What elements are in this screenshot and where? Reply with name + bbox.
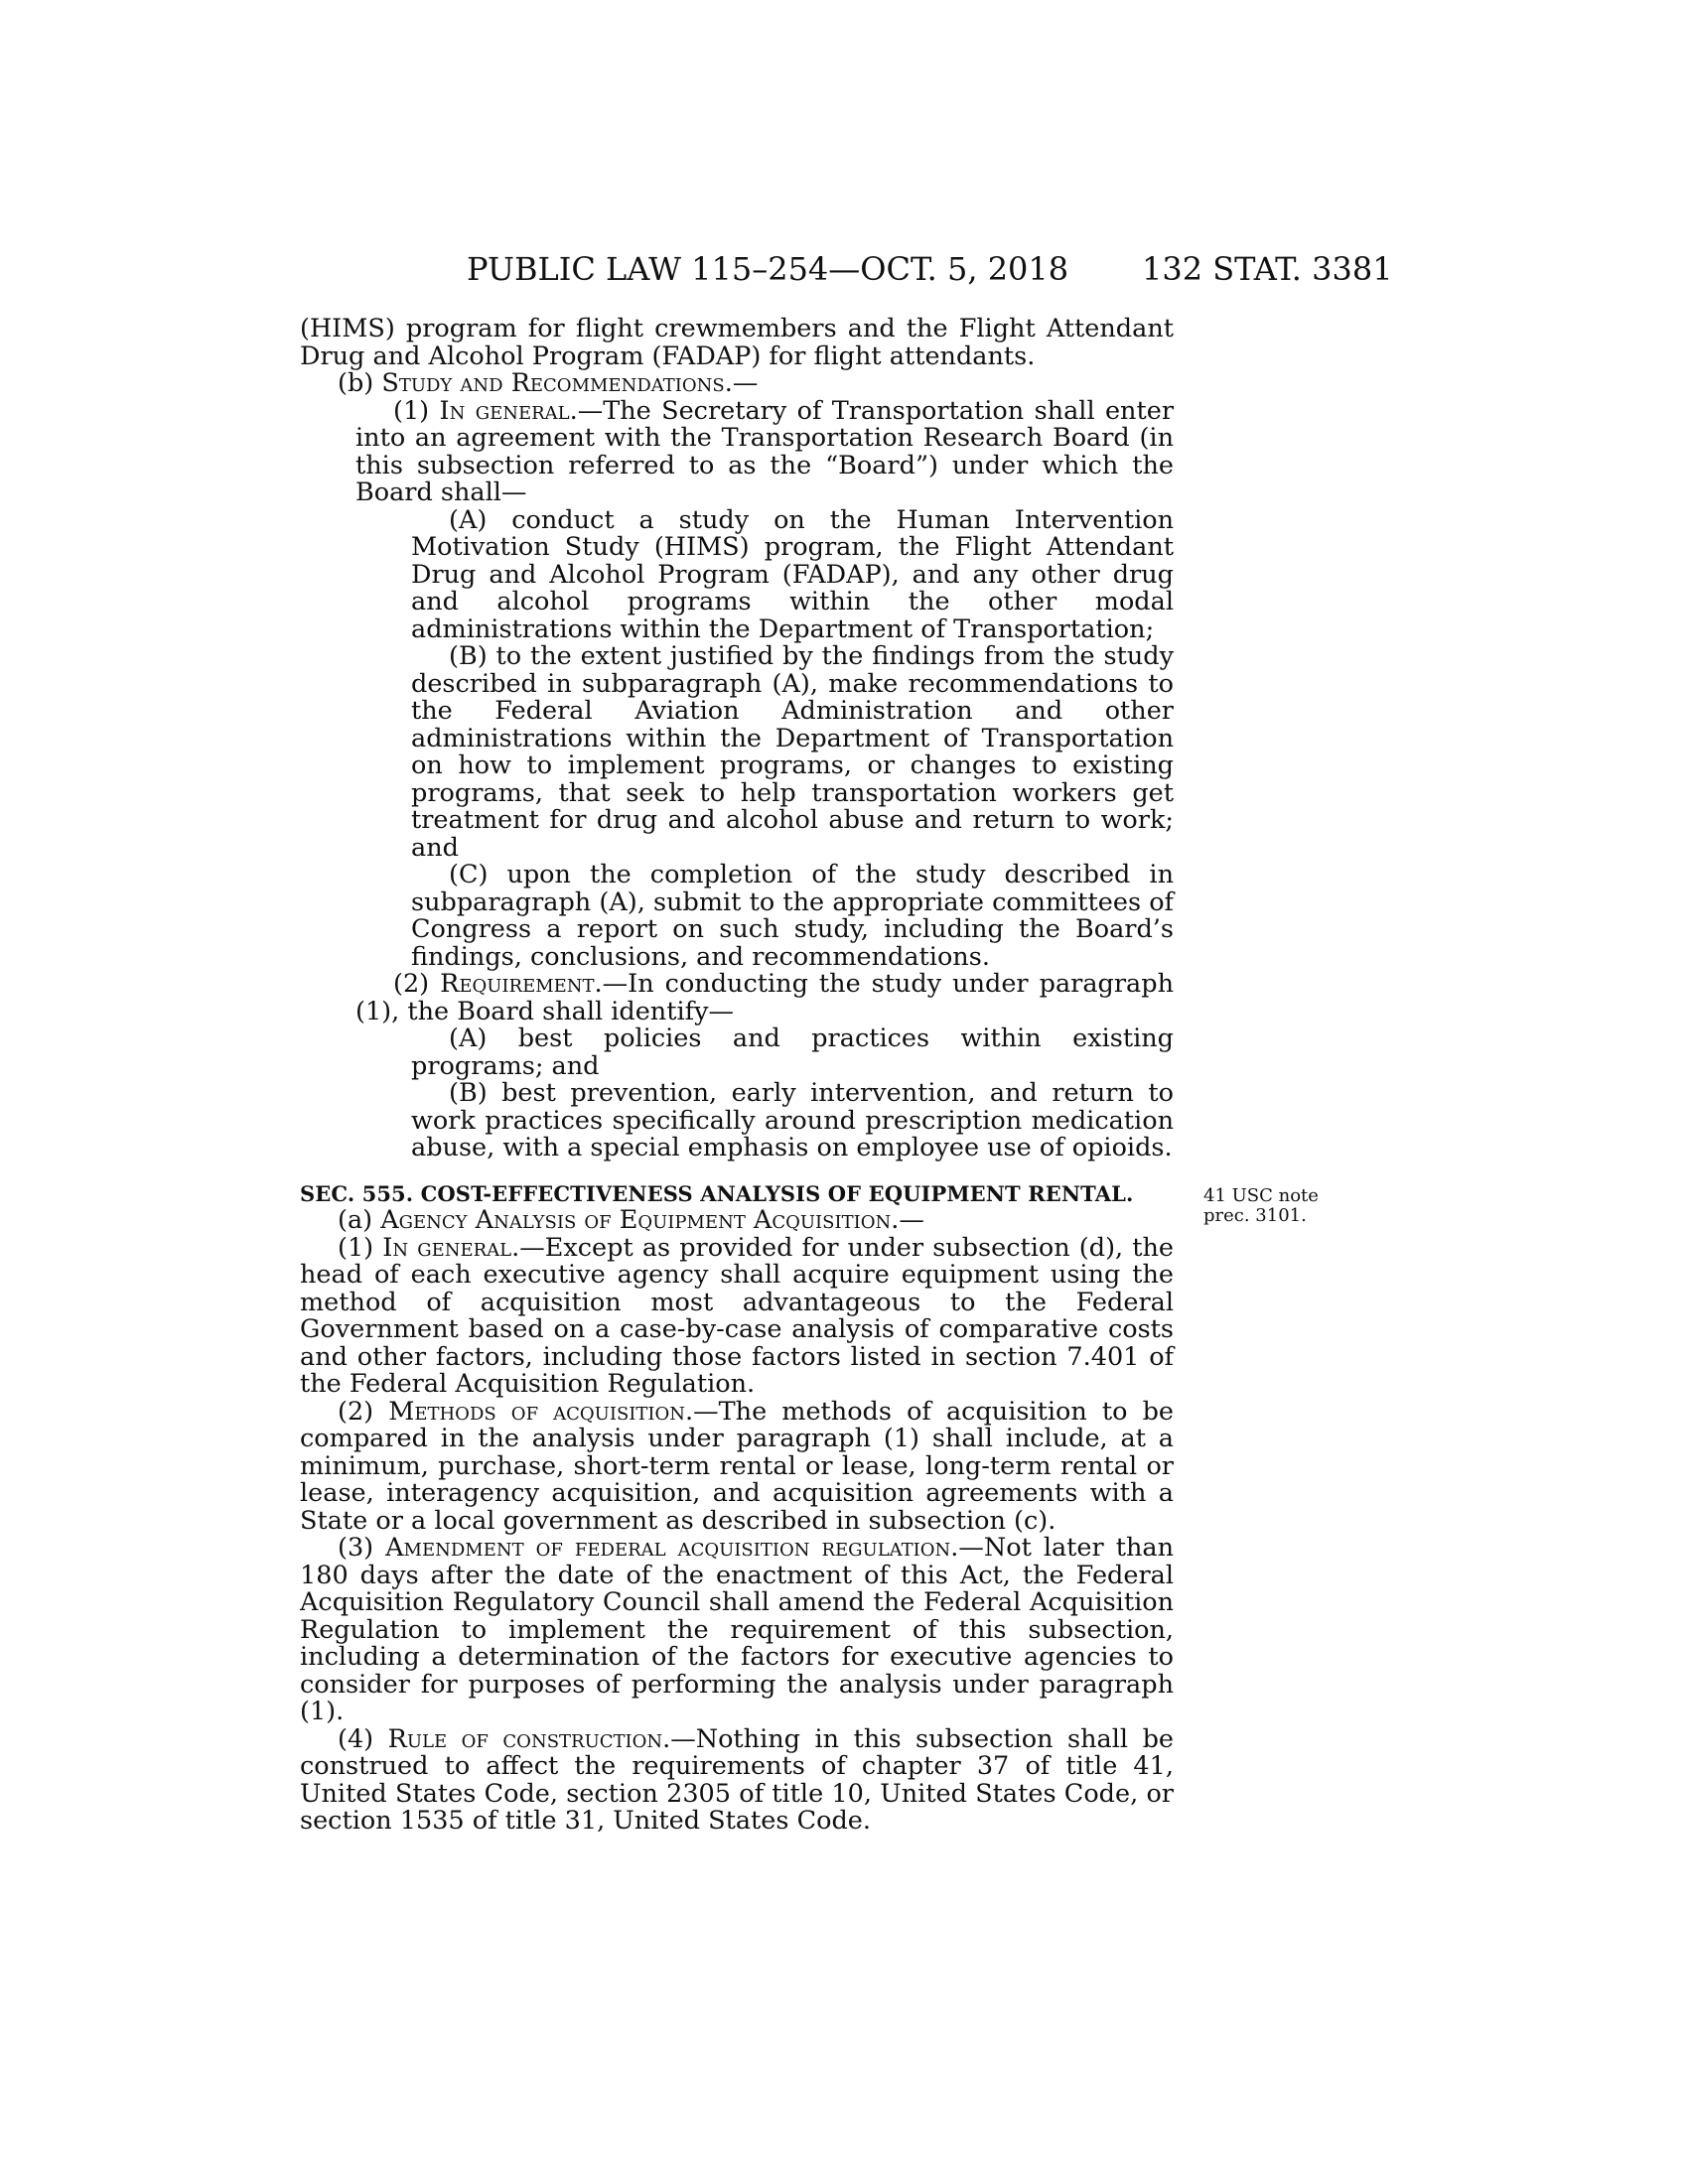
subsection-label: (b) [338, 368, 374, 398]
law-text [300, 316, 1174, 1836]
paragraph-a1: (1) In general.—Except as provided for under subsection (d), the head of each executive agency shall acquire equipment using the method of acquisition most advantageous to the Federal Government based on a case-by-case analysis of comparative costs and other factors, including those factors listed in section 7.401 of the Federal Acquisition Regulation. [300, 1232, 1175, 1399]
paragraph-text: In conducting the study under paragraph (1), the Board shall identify— [355, 969, 1174, 1026]
paragraph-heading: Methods of acquisition [388, 1396, 686, 1427]
paragraph-label: (2) [338, 1396, 374, 1427]
paragraph-heading: Requirement [440, 969, 595, 999]
paragraph-heading: Amendment of federal acquisition regulation [385, 1533, 951, 1563]
paragraph-label: (1) [338, 1232, 374, 1263]
paragraph-b2: (2) Requirement.—In conducting the study under paragraph (1), the Board shall identify— [355, 969, 1174, 1026]
margin-note-line: prec. 3101. [1203, 1205, 1307, 1226]
paragraph-text: Not later than 180 days after the date of the enactment of this Act, the Federal Acquisition Regulatory Council shall amend the Federal Acquisition Regulation to implement the requirement of this subsection, including a determination of the factors for executive agencies to consider for purposes of performing the analysis under paragraph (1). [300, 1533, 1175, 1726]
paragraph-text: The Secretary of Transportation shall enter into an agreement with the Transportation Research Board (in this subsection referred to as the “Board”) under which the Board shall— [355, 395, 1175, 507]
subparagraph-b2A: (A) best policies and practices within existing programs; and [411, 1024, 1174, 1081]
paragraph-text: Except as provided for under subsection (d), the head of each executive agency shall acquire equipment using the method of acquisition most advantageous to the Federal Government based on a case-by-case analysis of comparative costs and other factors, including those factors listed in section 7.401 of the Federal Acquisition Regulation. [300, 1232, 1175, 1399]
paragraph-a3: (3) Amendment of federal acquisition regulation.—Not later than 180 days after the date of the enactment of this Act, the Federal Acquisition Regulatory Council shall amend the Federal Acquisition Regulation to implement the requirement of this subsection, including a determination of the factors for executive agencies to consider for purposes of performing the analysis under paragraph (1). [300, 1533, 1175, 1726]
paragraph-b1: (1) In general.—The Secretary of Transportation shall enter into an agreement with the Transportation Research Board (in this subsection referred to as the “Board”) under which the Board shall— [355, 395, 1175, 507]
subsection-a-heading: (a) Agency Analysis of Equipment Acquisition.— [338, 1205, 924, 1235]
subsection-b-heading: (b) Study and Recommendations.— [338, 368, 759, 398]
paragraph-label: (3) [338, 1533, 374, 1563]
paragraph-text: Nothing in this subsection shall be construed to affect the requirements of chapter 37 of title 41, United States Code, section 2305 of title 10, United States Code, or section 1535 of title 31, United States Code. [300, 1723, 1175, 1836]
section-heading: SEC. 555. COST-EFFECTIVENESS ANALYSIS OF EQUIPMENT RENTAL. [300, 1180, 1134, 1206]
margin-note-line: 41 USC note [1203, 1185, 1319, 1206]
statute-page-number: 132 STAT. 3381 [1142, 250, 1393, 288]
paragraph-a4: (4) Rule of construction.—Nothing in this subsection shall be construed to affect the requirements of chapter 37 of title 41, United States Code, section 2305 of title 10, United States Code, or section 1535 of title 31, United States Code. [300, 1723, 1175, 1836]
subparagraph-b2B: (B) best prevention, early intervention, and return to work practices specifically around prescription medication abuse, with a special emphasis on employee use of opioids. [411, 1078, 1174, 1162]
subparagraph-b1B: (B) to the extent justified by the findings from the study described in subparagraph (A), make recommendations to the Federal Aviation Administration and other administrations within the Department of Transportation on how to implement programs, or changes to existing programs, that seek to help transportation workers get treatment for drug and alcohol abuse and return to work; and [411, 641, 1174, 863]
paragraph-text: The methods of acquisition to be compared in the analysis under paragraph (1) shall include, at a minimum, purchase, short-term rental or lease, long-term rental or lease, interagency acquisition, and acquisition agreements with a State or a local government as described in subsection (c). [300, 1396, 1174, 1536]
subparagraph-b1C: (C) upon the completion of the study described in subparagraph (A), submit to the appropriate committees of Congress a report on such study, including the Board’s findings, conclusions, and recommendations. [411, 860, 1174, 972]
subsection-heading-text: Study and Recommendations [381, 368, 725, 398]
paragraph-heading: Rule of construction [387, 1723, 663, 1754]
subsection-heading-text: Agency Analysis of Equipment Acquisition [380, 1205, 892, 1235]
paragraph-continuation: (HIMS) program for flight crewmembers and the Flight Attendant Drug and Alcohol Program (FADAP) for flight attendants. [300, 314, 1174, 371]
paragraph-a2: (2) Methods of acquisition.—The methods of acquisition to be compared in the analysis under paragraph (1) shall include, at a minimum, purchase, short-term rental or lease, long-term rental or lease, interagency acquisition, and acquisition agreements with a State or a local government as described in subsection (c). [300, 1396, 1174, 1536]
running-header-title: PUBLIC LAW 115–254—OCT. 5, 2018 [467, 250, 1069, 288]
paragraph-heading: In general [439, 395, 570, 426]
subsection-label: (a) [338, 1205, 373, 1235]
paragraph-label: (2) [393, 969, 430, 999]
paragraph-heading: In general [382, 1232, 512, 1263]
paragraph-label: (1) [393, 395, 430, 426]
margin-note [1203, 1186, 1319, 1226]
subparagraph-b1A: (A) conduct a study on the Human Intervention Motivation Study (HIMS) program, the Flight Attendant Drug and Alcohol Program (FADAP), and any other drug and alcohol programs within the other modal administrations within the Department of Transportation; [411, 504, 1174, 644]
paragraph-label: (4) [338, 1723, 374, 1754]
